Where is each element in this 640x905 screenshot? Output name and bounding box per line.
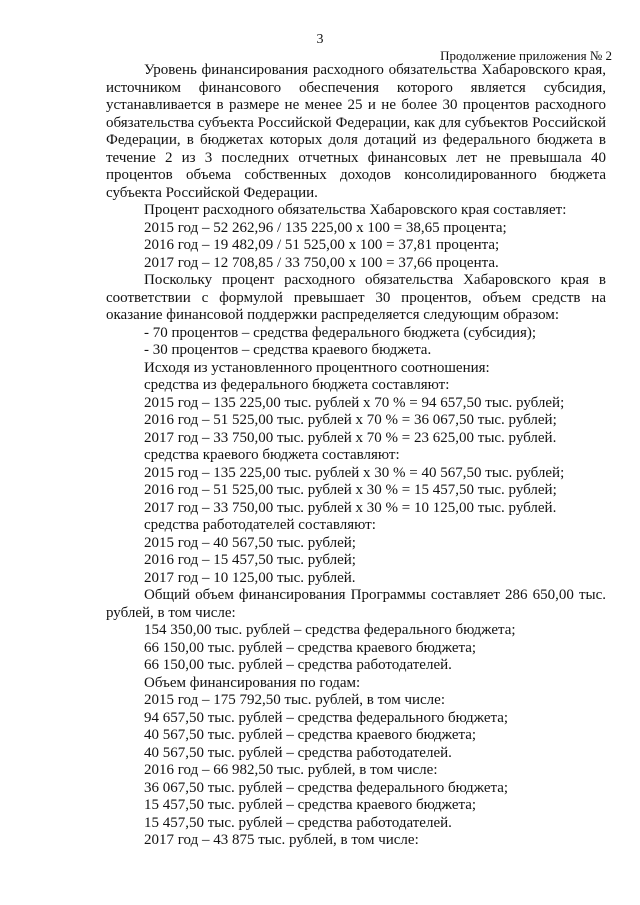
by-years-heading: Объем финансирования по годам: [144,674,361,691]
federal-heading: средства из федерального бюджета составляют: [144,377,450,393]
split-line-regional: - 30 процентов – средства краевого бюджета. [144,342,432,358]
year-2016-line-federal: 36 067,50 тыс. рублей – средства федерального бюджета; [144,779,509,796]
year-2015-line-federal: 94 657,50 тыс. рублей – средства федерального бюджета; [144,709,509,726]
total-paragraph: Общий объем финансирования Программы составляет 286 650,00 тыс. рублей, в том числе: [106,587,606,621]
employers-heading: средства работодателей составляют: [144,517,376,533]
appendix-continuation-note: Продолжение приложения № 2 [440,48,612,63]
percent-line-2016: 2016 год – 19 482,09 / 51 525,00 х 100 = 37,81 процента; [144,237,500,253]
year-2016-heading: 2016 год – 66 982,50 тыс. рублей, в том числе: [144,762,438,778]
since-paragraph: Поскольку процент расходного обязательства Хабаровского края в соответствии с формулой превышает 30 процентов, объем средств на оказание финансовой поддержки распределяется следующим образом: [106,272,606,323]
federal-line-2016: 2016 год – 51 525,00 тыс. рублей х 70 % = 36 067,50 тыс. рублей; [144,412,557,428]
percent-line-2015: 2015 год – 52 262,96 / 135 225,00 х 100 = 38,65 процента; [144,219,507,236]
total-line-federal: 154 350,00 тыс. рублей – средства федерального бюджета; [144,622,516,638]
federal-line-2017: 2017 год – 33 750,00 тыс. рублей х 70 % = 23 625,00 тыс. рублей. [144,429,557,446]
regional-heading: средства краевого бюджета составляют: [144,447,400,463]
percent-heading: Процент расходного обязательства Хабаровского края составляет: [144,202,567,218]
year-2017-heading: 2017 год – 43 875 тыс. рублей, в том числе: [144,832,419,848]
year-2015-line-regional: 40 567,50 тыс. рублей – средства краевого бюджета; [144,727,477,743]
employers-line-2016: 2016 год – 15 457,50 тыс. рублей; [144,552,356,568]
year-2015-heading: 2015 год – 175 792,50 тыс. рублей, в том числе: [144,692,445,708]
ratio-heading: Исходя из установленного процентного соотношения: [144,359,490,376]
regional-line-2015: 2015 год – 135 225,00 тыс. рублей х 30 % = 40 567,50 тыс. рублей; [144,464,565,481]
percent-line-2017: 2017 год – 12 708,85 / 33 750,00 х 100 = 37,66 процента. [144,254,499,271]
employers-line-2017: 2017 год – 10 125,00 тыс. рублей. [144,569,356,586]
page-number: 3 [316,32,324,47]
year-2015-line-employers: 40 567,50 тыс. рублей – средства работодателей. [144,744,452,761]
total-line-employers: 66 150,00 тыс. рублей – средства работодателей. [144,657,452,673]
employers-line-2015: 2015 год – 40 567,50 тыс. рублей; [144,534,356,551]
federal-line-2015: 2015 год – 135 225,00 тыс. рублей х 70 % = 94 657,50 тыс. рублей; [144,394,565,411]
document-body [106,62,606,850]
total-line-regional: 66 150,00 тыс. рублей – средства краевого бюджета; [144,639,477,656]
intro-paragraph: Уровень финансирования расходного обязательства Хабаровского края, источником финансового обеспечения которого является субсидия, устанавливается в размере не менее 25 и не более 30 процентов расходного обязательства субъекта Российской Федерации, как для субъектов Российской Федерации, в бюджетах которых доля дотаций из федерального бюджета в течение 2 из 3 последних отчетных финансовых лет не превышала 40 процентов объема собственных доходов консолидированного бюджета субъекта Российской Федерации. [106,62,606,201]
split-line-federal: - 70 процентов – средства федерального бюджета (субсидия); [144,324,537,341]
regional-line-2016: 2016 год – 51 525,00 тыс. рублей х 30 % = 15 457,50 тыс. рублей; [144,482,557,498]
regional-line-2017: 2017 год – 33 750,00 тыс. рублей х 30 % = 10 125,00 тыс. рублей. [144,499,557,516]
year-2016-line-regional: 15 457,50 тыс. рублей – средства краевого бюджета; [144,797,477,813]
year-2016-line-employers: 15 457,50 тыс. рублей – средства работодателей. [144,814,452,831]
